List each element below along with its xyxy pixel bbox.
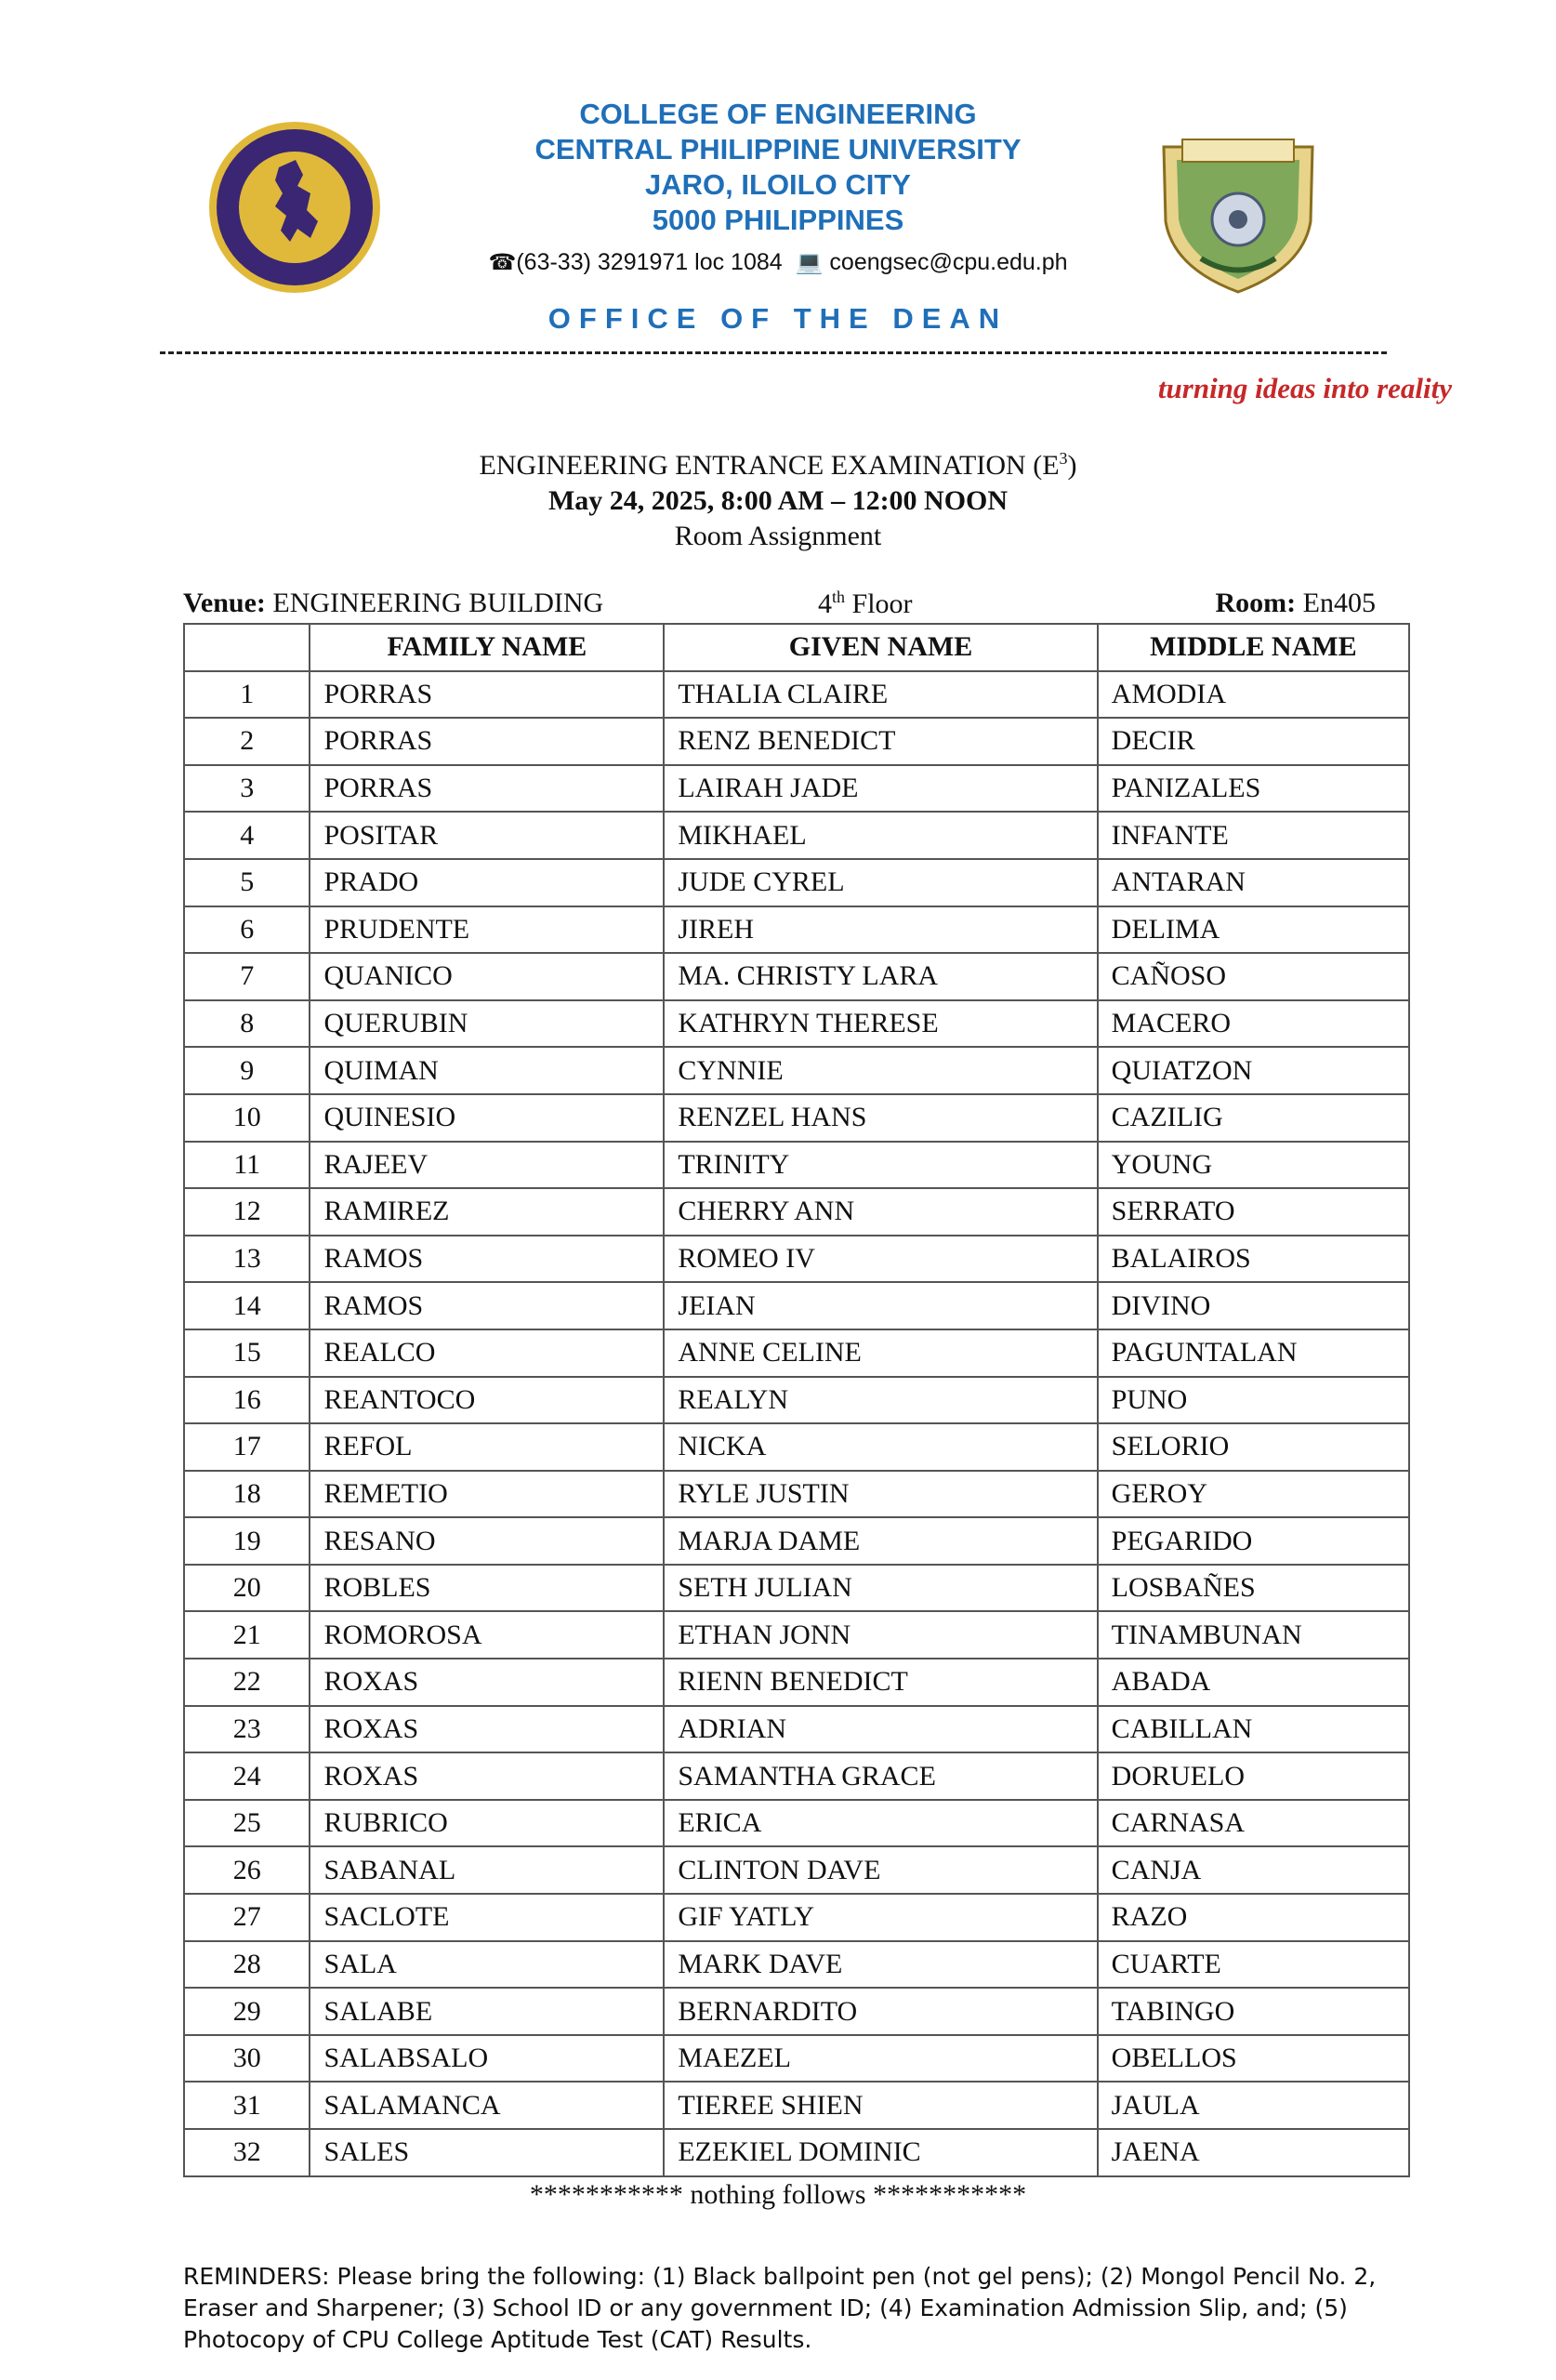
family-name-cell: SALAMANCA — [310, 2082, 664, 2129]
university-seal-logo — [206, 119, 383, 296]
row-number: 6 — [184, 906, 310, 954]
row-number: 31 — [184, 2082, 310, 2129]
middle-name-cell: CANJA — [1098, 1846, 1409, 1894]
middle-name-cell: ABADA — [1098, 1659, 1409, 1706]
family-name-cell: ROXAS — [310, 1706, 664, 1753]
exam-subtitle: Room Assignment — [674, 521, 882, 551]
middle-name-cell: ANTARAN — [1098, 859, 1409, 906]
table-row — [184, 1611, 1409, 1659]
given-name-cell: SETH JULIAN — [664, 1565, 1097, 1612]
table-row — [184, 1846, 1409, 1894]
family-name-cell: REANTOCO — [310, 1377, 664, 1424]
table-row — [184, 1142, 1409, 1189]
row-number: 20 — [184, 1565, 310, 1612]
university-name: CENTRAL PHILIPPINE UNIVERSITY — [534, 133, 1022, 165]
family-name-cell: SALABSALO — [310, 2035, 664, 2082]
row-number: 28 — [184, 1941, 310, 1989]
given-name-cell: JUDE CYREL — [664, 859, 1097, 906]
row-number: 4 — [184, 812, 310, 859]
middle-name-cell: JAULA — [1098, 2082, 1409, 2129]
table-header-row — [184, 624, 1409, 671]
given-name-cell: MA. CHRISTY LARA — [664, 953, 1097, 1000]
row-number: 30 — [184, 2035, 310, 2082]
table-row — [184, 1894, 1409, 1941]
given-name-cell: LAIRAH JADE — [664, 765, 1097, 813]
table-row — [184, 859, 1409, 906]
table-row — [184, 1752, 1409, 1800]
table-row — [184, 1471, 1409, 1518]
country-line: 5000 PHILIPPINES — [652, 204, 904, 236]
given-name-cell: MAEZEL — [664, 2035, 1097, 2082]
table-row — [184, 1377, 1409, 1424]
given-name-cell: BERNARDITO — [664, 1988, 1097, 2035]
family-name-cell: RAMOS — [310, 1236, 664, 1283]
table-body — [184, 671, 1409, 2176]
middle-name-cell: OBELLOS — [1098, 2035, 1409, 2082]
table-row — [184, 1423, 1409, 1471]
given-name-cell: ANNE CELINE — [664, 1329, 1097, 1377]
middle-name-cell: TINAMBUNAN — [1098, 1611, 1409, 1659]
family-name-cell: REFOL — [310, 1423, 664, 1471]
row-number: 23 — [184, 1706, 310, 1753]
row-number: 2 — [184, 718, 310, 765]
header-divider — [160, 351, 1387, 354]
middle-name-cell: JAENA — [1098, 2129, 1409, 2176]
college-seal-logo — [1145, 119, 1331, 296]
exam-heading — [313, 441, 1243, 554]
row-number: 5 — [184, 859, 310, 906]
row-number: 22 — [184, 1659, 310, 1706]
given-name-cell: NICKA — [664, 1423, 1097, 1471]
table-row — [184, 1517, 1409, 1565]
given-name-cell: RENZ BENEDICT — [664, 718, 1097, 765]
venue-row — [183, 588, 1376, 623]
given-name-cell: TIEREE SHIEN — [664, 2082, 1097, 2129]
exam-datetime: May 24, 2025, 8:00 AM – 12:00 NOON — [547, 485, 1009, 516]
family-name-cell: SACLOTE — [310, 1894, 664, 1941]
middle-name-cell: TABINGO — [1098, 1988, 1409, 2035]
row-number: 3 — [184, 765, 310, 813]
given-name-cell: MARK DAVE — [664, 1941, 1097, 1989]
family-name-cell: QUINESIO — [310, 1094, 664, 1142]
given-name-cell: ERICA — [664, 1800, 1097, 1847]
row-number: 21 — [184, 1611, 310, 1659]
number-header — [184, 624, 310, 671]
table-row — [184, 1047, 1409, 1094]
family-name-cell: ROMOROSA — [310, 1611, 664, 1659]
middle-name-cell: YOUNG — [1098, 1142, 1409, 1189]
table-row — [184, 953, 1409, 1000]
table-row — [184, 765, 1409, 813]
middle-name-cell: MACERO — [1098, 1000, 1409, 1048]
table-row — [184, 1988, 1409, 2035]
family-name-cell: PORRAS — [310, 718, 664, 765]
family-name-cell: RAMIREZ — [310, 1188, 664, 1236]
table-row — [184, 1941, 1409, 1989]
given-name-cell: SAMANTHA GRACE — [664, 1752, 1097, 1800]
row-number: 1 — [184, 671, 310, 719]
given-name-cell: RENZEL HANS — [664, 1094, 1097, 1142]
middle-name-cell: SERRATO — [1098, 1188, 1409, 1236]
nothing-follows: *********** nothing follows *********** — [529, 2179, 1027, 2210]
table-row — [184, 718, 1409, 765]
table-row — [184, 1000, 1409, 1048]
row-number: 19 — [184, 1517, 310, 1565]
middle-name-cell: PAGUNTALAN — [1098, 1329, 1409, 1377]
row-number: 15 — [184, 1329, 310, 1377]
row-number: 24 — [184, 1752, 310, 1800]
family-name-cell: QUANICO — [310, 953, 664, 1000]
given-name-cell: RYLE JUSTIN — [664, 1471, 1097, 1518]
row-number: 14 — [184, 1282, 310, 1329]
given-name-cell: ETHAN JONN — [664, 1611, 1097, 1659]
college-address-block — [406, 97, 1150, 238]
table-row — [184, 1800, 1409, 1847]
row-number: 7 — [184, 953, 310, 1000]
contact-line — [406, 249, 1150, 276]
middle-name-cell: PUNO — [1098, 1377, 1409, 1424]
middle-name-cell: CAZILIG — [1098, 1094, 1409, 1142]
row-number: 26 — [184, 1846, 310, 1894]
college-name: COLLEGE OF ENGINEERING — [579, 98, 977, 130]
family-name-cell: RESANO — [310, 1517, 664, 1565]
floor: 4th Floor — [818, 588, 913, 619]
middle-name-cell: PEGARIDO — [1098, 1517, 1409, 1565]
given-name-cell: MIKHAEL — [664, 812, 1097, 859]
row-number: 10 — [184, 1094, 310, 1142]
table-row — [184, 1188, 1409, 1236]
middle-name-cell: PANIZALES — [1098, 765, 1409, 813]
given-name-cell: KATHRYN THERESE — [664, 1000, 1097, 1048]
email-address: coengsec@cpu.edu.ph — [829, 249, 1068, 275]
middle-name-header: MIDDLE NAME — [1098, 624, 1409, 671]
middle-name-cell: BALAIROS — [1098, 1236, 1409, 1283]
middle-name-cell: DECIR — [1098, 718, 1409, 765]
row-number: 9 — [184, 1047, 310, 1094]
middle-name-cell: RAZO — [1098, 1894, 1409, 1941]
computer-icon: 💻 — [795, 250, 824, 275]
family-name-cell: PORRAS — [310, 765, 664, 813]
middle-name-cell: LOSBAÑES — [1098, 1565, 1409, 1612]
middle-name-cell: AMODIA — [1098, 671, 1409, 719]
table-row — [184, 1329, 1409, 1377]
family-name-cell: PORRAS — [310, 671, 664, 719]
row-number: 29 — [184, 1988, 310, 2035]
given-name-cell: GIF YATLY — [664, 1894, 1097, 1941]
middle-name-cell: QUIATZON — [1098, 1047, 1409, 1094]
tagline: turning ideas into reality — [1157, 372, 1452, 404]
row-number: 13 — [184, 1236, 310, 1283]
row-number: 27 — [184, 1894, 310, 1941]
phone-icon: ☎ — [488, 250, 517, 275]
family-name-header: FAMILY NAME — [310, 624, 664, 671]
family-name-cell: RUBRICO — [310, 1800, 664, 1847]
middle-name-cell: CABILLAN — [1098, 1706, 1409, 1753]
family-name-cell: SABANAL — [310, 1846, 664, 1894]
row-number: 18 — [184, 1471, 310, 1518]
table-row — [184, 1565, 1409, 1612]
family-name-cell: PRADO — [310, 859, 664, 906]
middle-name-cell: DORUELO — [1098, 1752, 1409, 1800]
city-line: JARO, ILOILO CITY — [645, 168, 911, 201]
family-name-cell: ROXAS — [310, 1752, 664, 1800]
row-number: 32 — [184, 2129, 310, 2176]
family-name-cell: SALABE — [310, 1988, 664, 2035]
table-row — [184, 1659, 1409, 1706]
row-number: 8 — [184, 1000, 310, 1048]
family-name-cell: REALCO — [310, 1329, 664, 1377]
table-row — [184, 1706, 1409, 1753]
given-name-cell: ROMEO IV — [664, 1236, 1097, 1283]
given-name-cell: CHERRY ANN — [664, 1188, 1097, 1236]
room: Room: En405 — [1215, 588, 1376, 618]
table-row — [184, 2082, 1409, 2129]
table-row — [184, 671, 1409, 719]
office-of-the-dean: OFFICE OF THE DEAN — [547, 302, 1009, 335]
family-name-cell: QUIMAN — [310, 1047, 664, 1094]
family-name-cell: QUERUBIN — [310, 1000, 664, 1048]
middle-name-cell: SELORIO — [1098, 1423, 1409, 1471]
middle-name-cell: DELIMA — [1098, 906, 1409, 954]
family-name-cell: SALA — [310, 1941, 664, 1989]
given-name-cell: CLINTON DAVE — [664, 1846, 1097, 1894]
given-name-cell: JIREH — [664, 906, 1097, 954]
table-row — [184, 1236, 1409, 1283]
family-name-cell: ROBLES — [310, 1565, 664, 1612]
venue: Venue: ENGINEERING BUILDING — [183, 588, 604, 618]
row-number: 17 — [184, 1423, 310, 1471]
middle-name-cell: CAÑOSO — [1098, 953, 1409, 1000]
given-name-cell: THALIA CLAIRE — [664, 671, 1097, 719]
row-number: 16 — [184, 1377, 310, 1424]
table-row — [184, 2035, 1409, 2082]
middle-name-cell: INFANTE — [1098, 812, 1409, 859]
given-name-cell: EZEKIEL DOMINIC — [664, 2129, 1097, 2176]
family-name-cell: REMETIO — [310, 1471, 664, 1518]
row-number: 25 — [184, 1800, 310, 1847]
table-row — [184, 1282, 1409, 1329]
given-name-cell: ADRIAN — [664, 1706, 1097, 1753]
table-row — [184, 906, 1409, 954]
table-row — [184, 812, 1409, 859]
row-number: 12 — [184, 1188, 310, 1236]
family-name-cell: RAMOS — [310, 1282, 664, 1329]
row-number: 11 — [184, 1142, 310, 1189]
exam-title: ENGINEERING ENTRANCE EXAMINATION $(E^3)$ — [479, 449, 1077, 481]
middle-name-cell: CUARTE — [1098, 1941, 1409, 1989]
letterhead — [0, 0, 1556, 404]
given-name-cell: RIENN BENEDICT — [664, 1659, 1097, 1706]
given-name-cell: REALYN — [664, 1377, 1097, 1424]
given-name-cell: MARJA DAME — [664, 1517, 1097, 1565]
middle-name-cell: CARNASA — [1098, 1800, 1409, 1847]
family-name-cell: SALES — [310, 2129, 664, 2176]
family-name-cell: RAJEEV — [310, 1142, 664, 1189]
phone-number: (63-33) 3291971 loc 1084 — [516, 249, 783, 275]
room-assignment-table — [183, 623, 1410, 2177]
table-row — [184, 2129, 1409, 2176]
given-name-header: GIVEN NAME — [664, 624, 1097, 671]
given-name-cell: JEIAN — [664, 1282, 1097, 1329]
table-row — [184, 1094, 1409, 1142]
middle-name-cell: GEROY — [1098, 1471, 1409, 1518]
given-name-cell: CYNNIE — [664, 1047, 1097, 1094]
family-name-cell: ROXAS — [310, 1659, 664, 1706]
given-name-cell: TRINITY — [664, 1142, 1097, 1189]
family-name-cell: POSITAR — [310, 812, 664, 859]
middle-name-cell: DIVINO — [1098, 1282, 1409, 1329]
reminders-note: REMINDERS: Please bring the following: (1) Black ballpoint pen (not gel pens); (2) Mongol Pencil No. 2, Eraser and Sharpener; (3) School ID or any government ID; (4) Examination Admission Slip, and; (5) Photocopy of CPU College Aptitude Test (CAT) Results. — [183, 2263, 1377, 2353]
family-name-cell: PRUDENTE — [310, 906, 664, 954]
